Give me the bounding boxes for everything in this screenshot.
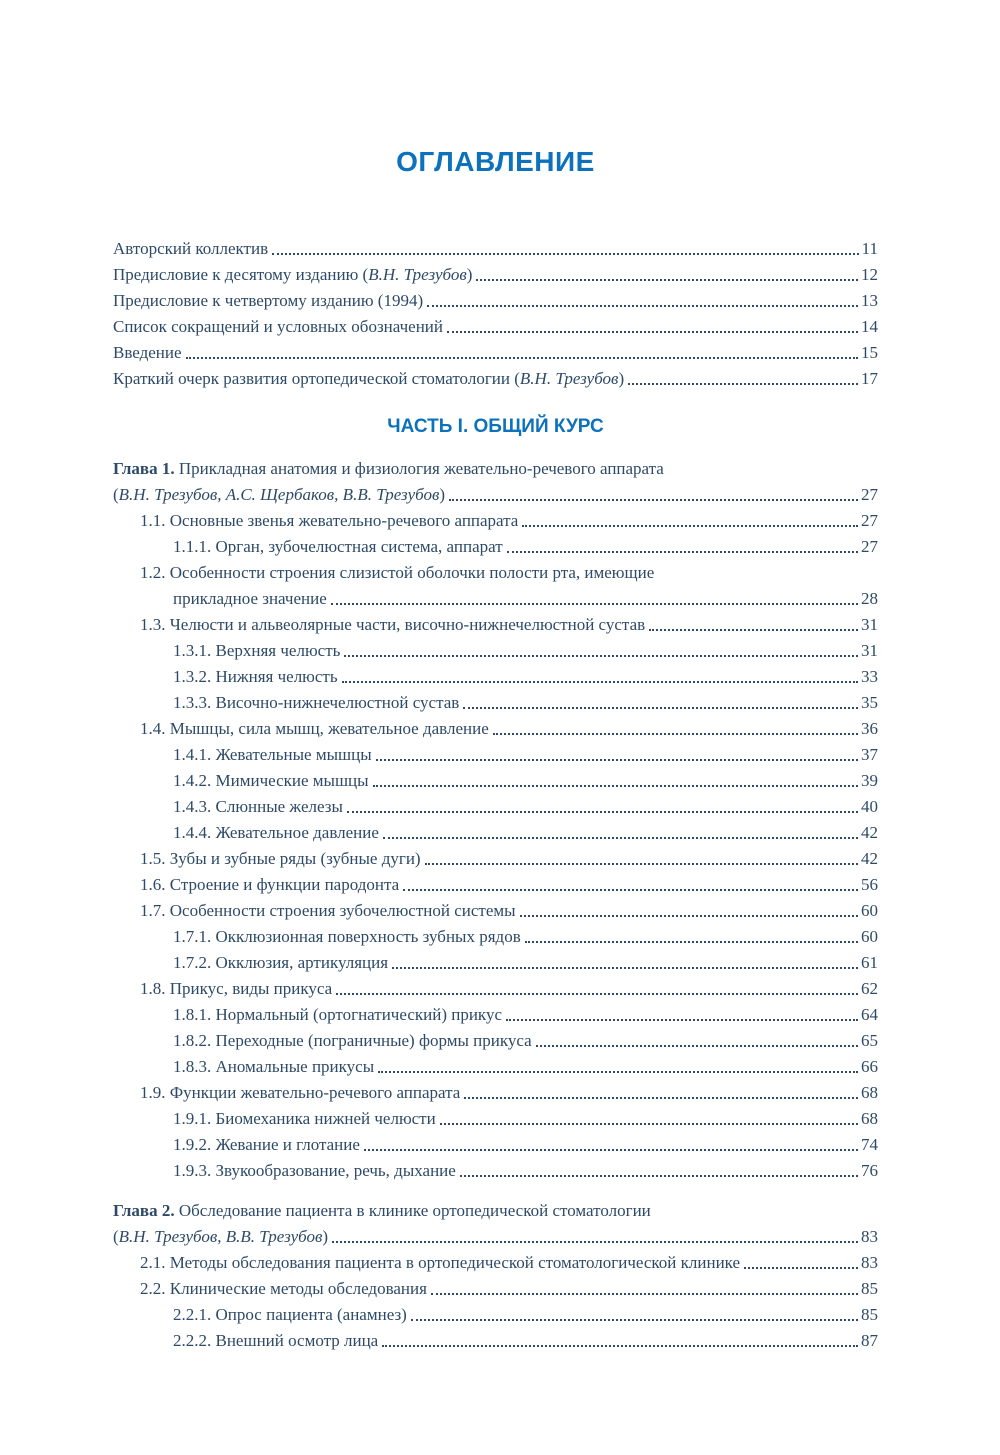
toc-entry-text: Глава 1. Прикладная анатомия и физиология жевательно-речевого аппарата xyxy=(113,459,664,478)
page-number: 27 xyxy=(861,485,878,504)
toc-entry xyxy=(113,1132,878,1158)
dot-leader xyxy=(649,629,858,631)
page-number: 85 xyxy=(861,1279,878,1298)
toc-entries-list xyxy=(113,456,878,1354)
toc-entry xyxy=(113,1054,878,1080)
dot-leader xyxy=(347,811,858,813)
page-number: 85 xyxy=(861,1305,878,1324)
toc-entry-text: Глава 2. Обследование пациента в клинике ортопедической стоматологии xyxy=(113,1201,651,1220)
toc-entry-text: 1.8.3. Аномальные прикусы xyxy=(173,1057,375,1076)
dot-leader xyxy=(376,759,858,761)
toc-entry xyxy=(113,560,878,586)
toc-entry xyxy=(113,1028,878,1054)
toc-entry-text: 1.6. Строение и функции пародонта xyxy=(140,875,400,894)
page-number: 39 xyxy=(861,771,878,790)
toc-entry xyxy=(113,508,878,534)
toc-entry xyxy=(113,1106,878,1132)
page-number: 74 xyxy=(861,1135,878,1154)
toc-entry-text: 2.2.2. Внешний осмотр лица xyxy=(173,1331,379,1350)
dot-leader xyxy=(373,785,858,787)
page-number: 76 xyxy=(861,1161,878,1180)
dot-leader xyxy=(336,993,858,995)
toc-entry xyxy=(113,898,878,924)
dot-leader xyxy=(536,1045,858,1047)
dot-leader xyxy=(342,681,858,683)
page-number: 64 xyxy=(861,1005,878,1024)
dot-leader xyxy=(344,655,858,657)
page-number: 35 xyxy=(861,693,878,712)
page-title: ОГЛАВЛЕНИЕ xyxy=(396,146,595,177)
toc-entry-text: 1.8.2. Переходные (пограничные) формы прикуса xyxy=(173,1031,532,1050)
toc-entry xyxy=(113,1224,878,1250)
dot-leader xyxy=(403,889,858,891)
page-number: 31 xyxy=(861,615,878,634)
dot-leader xyxy=(378,1071,858,1073)
toc-entry xyxy=(113,586,878,612)
toc-entry-text: 1.3.3. Височно-нижнечелюстной сустав xyxy=(173,693,460,712)
page-number: 60 xyxy=(861,901,878,920)
toc-entry xyxy=(113,456,878,482)
toc-entry-text: 2.2. Клинические методы обследования xyxy=(140,1279,427,1298)
page-number: 66 xyxy=(861,1057,878,1076)
toc-entry xyxy=(113,288,878,314)
toc-entry-text: Список сокращений и условных обозначений xyxy=(113,317,444,336)
toc-entry xyxy=(113,262,878,288)
page-number: 12 xyxy=(861,265,878,284)
page-number: 15 xyxy=(861,343,878,362)
dot-leader xyxy=(392,967,858,969)
dot-leader xyxy=(332,1241,858,1243)
page-number: 11 xyxy=(861,239,878,258)
dot-leader xyxy=(507,551,858,553)
page-number: 83 xyxy=(861,1227,878,1246)
toc-entry xyxy=(113,236,878,262)
toc-entry-text: 2.2.1. Опрос пациента (анамнез) xyxy=(173,1305,407,1324)
front-matter-list xyxy=(113,236,878,392)
page-number: 56 xyxy=(861,875,878,894)
dot-leader xyxy=(525,941,858,943)
page-number: 27 xyxy=(861,511,878,530)
toc-entry-text: Предисловие к десятому изданию (В.Н. Трезубов) xyxy=(113,265,473,284)
toc-entry xyxy=(113,846,878,872)
toc-entry-text: 1.4. Мышцы, сила мышц, жевательное давление xyxy=(140,719,489,738)
dot-leader xyxy=(463,707,858,709)
dot-leader xyxy=(522,525,858,527)
toc-entry-text: 1.7.1. Окклюзионная поверхность зубных рядов xyxy=(173,927,521,946)
toc-entry xyxy=(113,612,878,638)
toc-entry xyxy=(113,690,878,716)
dot-leader xyxy=(431,1293,858,1295)
dot-leader xyxy=(476,279,858,281)
page-number: 61 xyxy=(861,953,878,972)
page-number: 27 xyxy=(861,537,878,556)
page-number: 42 xyxy=(861,849,878,868)
dot-leader xyxy=(440,1123,858,1125)
toc-entry xyxy=(113,950,878,976)
toc-entry xyxy=(113,482,878,508)
toc-entry-text: 1.1.1. Орган, зубочелюстная система, аппарат xyxy=(173,537,503,556)
page-number: 65 xyxy=(861,1031,878,1050)
toc-entry xyxy=(113,1276,878,1302)
toc-entry xyxy=(113,1158,878,1184)
toc-entry-text: 1.9.2. Жевание и глотание xyxy=(173,1135,360,1154)
toc-entry-text: 2.1. Методы обследования пациента в ортопедической стоматологической клинике xyxy=(140,1253,741,1272)
toc-entry xyxy=(113,924,878,950)
dot-leader xyxy=(186,357,858,359)
toc-entry-text: 1.7. Особенности строения зубочелюстной системы xyxy=(140,901,516,920)
page-number: 36 xyxy=(861,719,878,738)
page-number: 14 xyxy=(861,317,878,336)
toc-entry-text: 1.5. Зубы и зубные ряды (зубные дуги) xyxy=(140,849,421,868)
toc-entry xyxy=(113,534,878,560)
toc-entry-text: 1.8. Прикус, виды прикуса xyxy=(140,979,333,998)
toc-entry xyxy=(113,794,878,820)
toc-entry xyxy=(113,1002,878,1028)
part-heading: ЧАСТЬ I. ОБЩИЙ КУРС xyxy=(387,416,604,437)
page-number: 13 xyxy=(861,291,878,310)
dot-leader xyxy=(744,1267,858,1269)
toc-entry-text: 1.3.2. Нижняя челюсть xyxy=(173,667,338,686)
toc-entry xyxy=(113,340,878,366)
toc-entry-text: 1.4.4. Жевательное давление xyxy=(173,823,379,842)
page-number: 31 xyxy=(861,641,878,660)
toc-entry xyxy=(113,1198,878,1224)
toc-entry xyxy=(113,1250,878,1276)
toc-entry-text: Краткий очерк развития ортопедической стоматологии (В.Н. Трезубов) xyxy=(113,369,625,388)
dot-leader xyxy=(411,1319,858,1321)
toc-entry xyxy=(113,820,878,846)
toc-entry-text: 1.4.2. Мимические мышцы xyxy=(173,771,369,790)
dot-leader xyxy=(520,915,858,917)
toc-entry-text: 1.9.3. Звукообразование, речь, дыхание xyxy=(173,1161,456,1180)
page-number: 40 xyxy=(861,797,878,816)
toc-entry-text: 1.3. Челюсти и альвеолярные части, височно-нижнечелюстной сустав xyxy=(140,615,646,634)
dot-leader xyxy=(464,1097,858,1099)
toc-entry-text: 1.8.1. Нормальный (ортогнатический) прикус xyxy=(173,1005,502,1024)
toc-entry-text: 1.9.1. Биомеханика нижней челюсти xyxy=(173,1109,436,1128)
toc-entry-text: 1.3.1. Верхняя челюсть xyxy=(173,641,341,660)
dot-leader xyxy=(427,305,858,307)
dot-leader xyxy=(449,499,858,501)
dot-leader xyxy=(364,1149,858,1151)
toc-entry-text: 1.4.1. Жевательные мышцы xyxy=(173,745,372,764)
toc-entry-text: 1.7.2. Окклюзия, артикуляция xyxy=(173,953,389,972)
toc-entry xyxy=(113,742,878,768)
toc-entry xyxy=(113,638,878,664)
dot-leader xyxy=(506,1019,858,1021)
page-number: 83 xyxy=(861,1253,878,1272)
toc-entry-text: прикладное значение xyxy=(173,589,327,608)
toc-entry xyxy=(113,664,878,690)
toc-entry-text: Введение xyxy=(113,343,182,362)
toc-entry xyxy=(113,976,878,1002)
toc-entry-text: (В.Н. Трезубов, А.С. Щербаков, В.В. Трезубов) xyxy=(113,485,445,504)
page-number: 87 xyxy=(861,1331,878,1350)
toc-entry-text: 1.1. Основные звенья жевательно-речевого аппарата xyxy=(140,511,519,530)
page-number: 17 xyxy=(861,369,878,388)
dot-leader xyxy=(331,603,858,605)
dot-leader xyxy=(272,253,859,255)
toc-entry xyxy=(113,1302,878,1328)
page-number: 68 xyxy=(861,1083,878,1102)
toc-entry-text: Предисловие к четвертому изданию (1994) xyxy=(113,291,424,310)
page-number: 60 xyxy=(861,927,878,946)
toc-entry-text: 1.4.3. Слюнные железы xyxy=(173,797,343,816)
dot-leader xyxy=(383,837,858,839)
page-number: 28 xyxy=(861,589,878,608)
dot-leader xyxy=(382,1345,858,1347)
toc-entry-text: 1.9. Функции жевательно-речевого аппарата xyxy=(140,1083,461,1102)
toc-entry-text: (В.Н. Трезубов, В.В. Трезубов) xyxy=(113,1227,329,1246)
dot-leader xyxy=(425,863,858,865)
page-number: 62 xyxy=(861,979,878,998)
dot-leader xyxy=(460,1175,858,1177)
toc-entry xyxy=(113,716,878,742)
toc-entry xyxy=(113,314,878,340)
toc-entry-text: Авторский коллектив xyxy=(113,239,269,258)
toc-entry-text: 1.2. Особенности строения слизистой оболочки полости рта, имеющие xyxy=(140,563,655,582)
toc-entry xyxy=(113,1080,878,1106)
page-number: 68 xyxy=(861,1109,878,1128)
toc-entry xyxy=(113,768,878,794)
toc-entry xyxy=(113,366,878,392)
page-number: 33 xyxy=(861,667,878,686)
dot-leader xyxy=(493,733,858,735)
dot-leader xyxy=(628,383,858,385)
page-number: 37 xyxy=(861,745,878,764)
page-number: 42 xyxy=(861,823,878,842)
dot-leader xyxy=(447,331,858,333)
toc-entry xyxy=(113,1328,878,1354)
toc-entry xyxy=(113,872,878,898)
